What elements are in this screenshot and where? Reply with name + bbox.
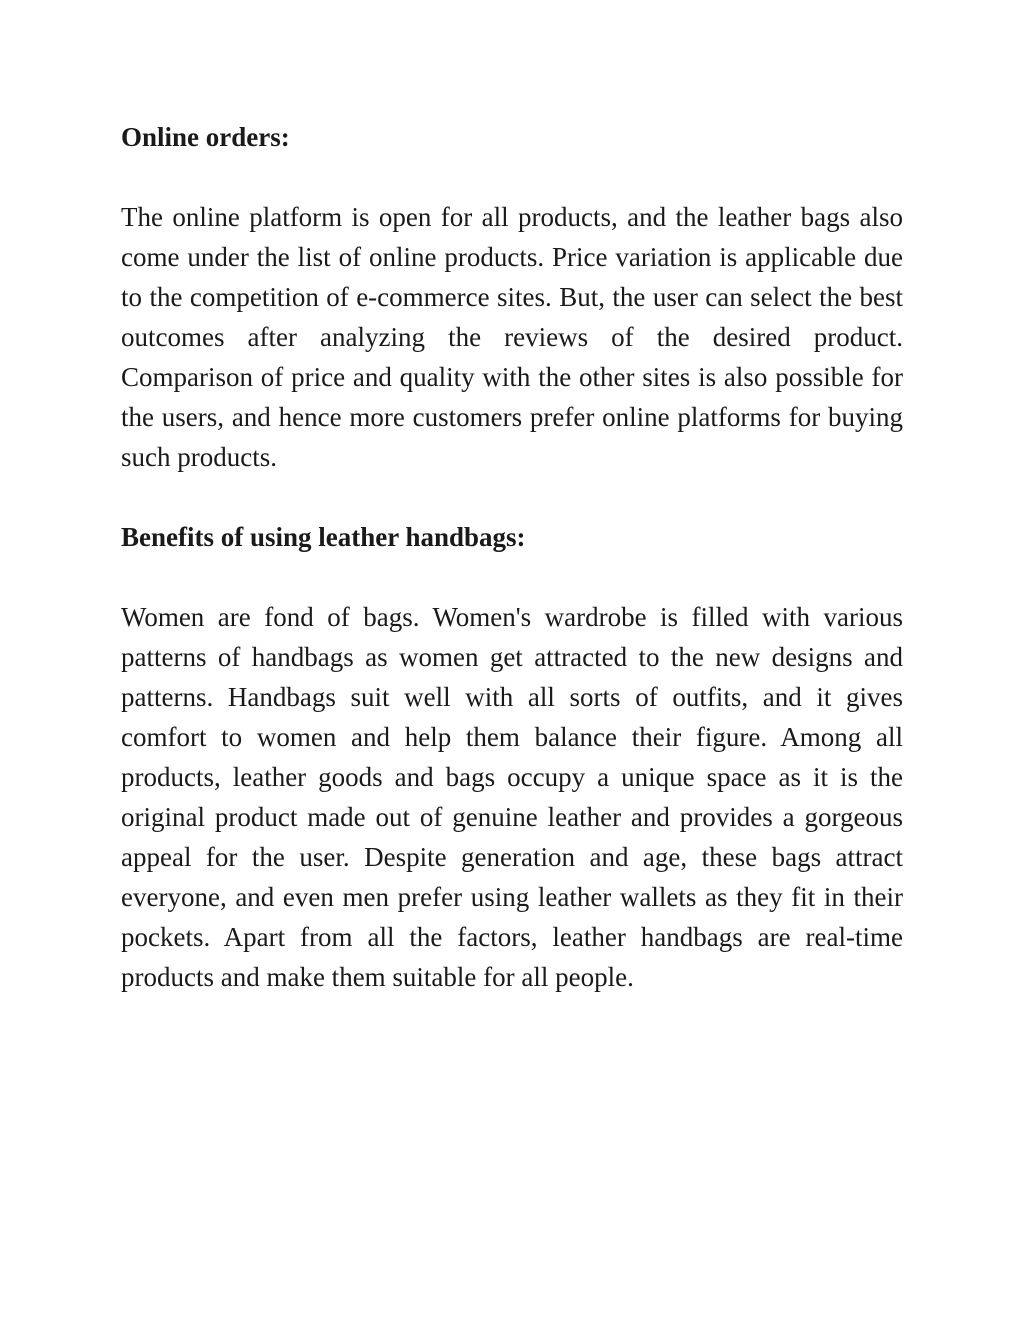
spacer [121, 157, 903, 197]
section-paragraph-online-orders: The online platform is open for all products, and the leather bags also come under the list of online products. Price variation is applicable due to the competition of e-commerce sites. But, the user can select the best outcomes after analyzing the reviews of the desired product. Comparison of price and quality with the other sites is also possible for the users, and hence more customers prefer online platforms for buying such products. [121, 202, 903, 472]
spacer [121, 557, 903, 597]
document-content [121, 117, 903, 997]
section-heading-benefits: Benefits of using leather handbags: [121, 522, 526, 552]
section-heading-online-orders: Online orders: [121, 122, 290, 152]
section-paragraph-benefits: Women are fond of bags. Women's wardrobe is filled with various patterns of handbags as women get attracted to the new designs and patterns. Handbags suit well with all sorts of outfits, and it gives comfort to women and help them balance their figure. Among all products, leather goods and bags occupy a unique space as it is the original product made out of genuine leather and provides a gorgeous appeal for the user. Despite generation and age, these bags attract everyone, and even men prefer using leather wallets as they fit in their pockets. Apart from all the factors, leather handbags are real-time products and make them suitable for all people. [121, 602, 903, 992]
spacer [121, 477, 903, 517]
